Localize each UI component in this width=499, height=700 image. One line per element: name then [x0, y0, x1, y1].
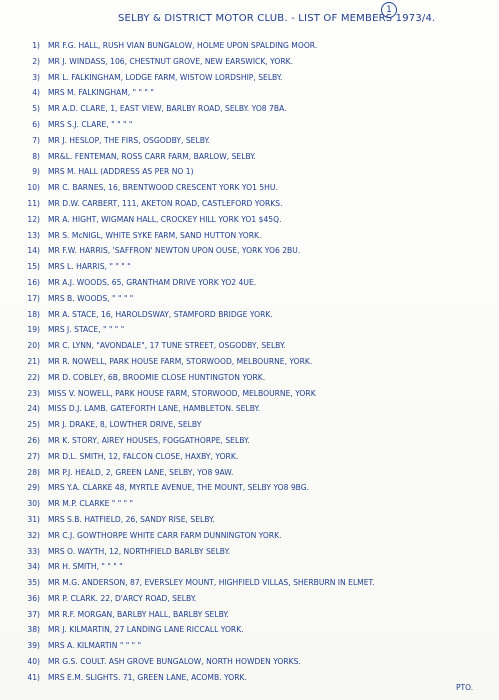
member-number: 15)	[27, 262, 40, 272]
list-item	[10, 449, 492, 465]
member-entry: MRS O. WAYTH, 12, NORTHFIELD BARLBY SELBY.	[48, 546, 231, 556]
member-number: 34)	[27, 562, 40, 572]
member-number: 16)	[27, 277, 40, 287]
list-item	[10, 433, 492, 449]
member-entry: MR C. BARNES, 16, BRENTWOOD CRESCENT YORK YO1 5HU.	[48, 183, 278, 193]
member-list	[10, 38, 492, 686]
list-item	[10, 149, 492, 165]
member-entry: MRS E.M. SLIGHTS. 71, GREEN LANE, ACOMB. YORK.	[48, 672, 247, 682]
member-number: 33)	[27, 546, 40, 556]
list-item	[10, 401, 492, 417]
list-item	[10, 228, 492, 244]
member-entry: MRS J. STACE, " " " "	[48, 325, 125, 335]
member-number: 17)	[27, 293, 40, 303]
list-item	[10, 54, 492, 70]
member-number: 4)	[32, 88, 40, 98]
member-entry: MR A. STACE, 16, HAROLDSWAY, STAMFORD BRIDGE YORK.	[48, 309, 273, 319]
member-number: 26)	[27, 435, 40, 445]
member-number: 10)	[27, 183, 40, 193]
list-item	[10, 307, 492, 323]
list-item	[10, 496, 492, 512]
member-entry: MR A.D. CLARE, 1, EAST VIEW, BARLBY ROAD, SELBY. YO8 7BA.	[48, 104, 287, 114]
list-item	[10, 575, 492, 591]
member-number: 8)	[32, 151, 40, 161]
member-number: 29)	[27, 483, 40, 493]
member-number: 6)	[32, 119, 40, 129]
page-number: 1	[381, 2, 397, 18]
member-number: 27)	[27, 451, 40, 461]
member-entry: MR&L. FENTEMAN, ROSS CARR FARM, BARLOW, SELBY.	[48, 151, 256, 161]
member-number: 38)	[27, 625, 40, 635]
list-item	[10, 386, 492, 402]
member-number: 30)	[27, 499, 40, 509]
pto-note: PTO.	[456, 683, 474, 692]
list-item	[10, 638, 492, 654]
member-entry: MRS S.B. HATFIELD, 26, SANDY RISE, SELBY.	[48, 514, 215, 524]
member-entry: MR R.F. MORGAN, BARLBY HALL, BARLBY SELBY.	[48, 609, 229, 619]
list-item	[10, 607, 492, 623]
member-number: 1)	[32, 41, 40, 50]
member-number: 9)	[32, 167, 40, 177]
list-item	[10, 370, 492, 386]
member-number: 25)	[27, 420, 40, 430]
member-entry: MR K. STORY, AIREY HOUSES, FOGGATHORPE, SELBY.	[48, 435, 250, 445]
member-number: 31)	[27, 514, 40, 524]
list-item	[10, 591, 492, 607]
list-item	[10, 180, 492, 196]
member-entry: MR M.P. CLARKE " " " "	[48, 499, 134, 509]
list-item	[10, 338, 492, 354]
member-entry: MISS V. NOWELL, PARK HOUSE FARM, STORWOOD, MELBOURNE, YORK	[48, 388, 316, 398]
member-entry: MRS M. FALKINGHAM, " " " "	[48, 88, 154, 98]
list-item	[10, 670, 492, 686]
member-number: 32)	[27, 530, 40, 540]
member-entry: MR C.J. GOWTHORPE WHITE CARR FARM DUNNINGTON YORK.	[48, 530, 282, 540]
list-item	[10, 465, 492, 481]
member-entry: MR D.W. CARBERT, 111, AKETON ROAD, CASTLEFORD YORKS.	[48, 198, 283, 208]
list-item	[10, 654, 492, 670]
list-item	[10, 417, 492, 433]
list-item	[10, 544, 492, 560]
member-entry: MR D.L. SMITH, 12, FALCON CLOSE, HAXBY, YORK.	[48, 451, 239, 461]
member-number: 2)	[32, 56, 40, 66]
member-entry: MRS Y.A. CLARKE 48, MYRTLE AVENUE, THE MOUNT, SELBY YO8 9BG.	[48, 483, 310, 493]
member-entry: MR S. McNIGL, WHITE SYKE FARM, SAND HUTTON YORK.	[48, 230, 262, 240]
member-number: 12)	[27, 214, 40, 224]
member-entry: MR M.G. ANDERSON, 87, EVERSLEY MOUNT, HIGHFIELD VILLAS, SHERBURN IN ELMET.	[48, 578, 375, 588]
list-item	[10, 275, 492, 291]
member-number: 40)	[27, 657, 40, 667]
member-number: 3)	[32, 72, 40, 82]
list-item	[10, 117, 492, 133]
list-item	[10, 512, 492, 528]
member-number: 21)	[27, 356, 40, 366]
list-item	[10, 559, 492, 575]
member-number: 20)	[27, 341, 40, 351]
member-number: 28)	[27, 467, 40, 477]
list-item	[10, 101, 492, 117]
member-number: 23)	[27, 388, 40, 398]
list-item	[10, 259, 492, 275]
list-item	[10, 480, 492, 496]
member-number: 19)	[27, 325, 40, 335]
member-entry: MR R. NOWELL, PARK HOUSE FARM, STORWOOD, MELBOURNE, YORK.	[48, 356, 313, 366]
member-entry: MR A.J. WOODS, 65, GRANTHAM DRIVE YORK YO2 4UE.	[48, 277, 257, 287]
list-item	[10, 38, 492, 54]
list-item	[10, 70, 492, 86]
member-number: 39)	[27, 641, 40, 651]
member-number: 11)	[27, 198, 40, 208]
list-item	[10, 164, 492, 180]
list-item	[10, 354, 492, 370]
member-entry: MR H. SMITH, " " " "	[48, 562, 123, 572]
list-item	[10, 85, 492, 101]
member-entry: MR A. HIGHT, WIGMAN HALL, CROCKEY HILL YORK YO1 $45Q.	[48, 214, 282, 224]
member-number: 7)	[32, 135, 40, 145]
list-item	[10, 133, 492, 149]
member-number: 24)	[27, 404, 40, 414]
member-entry: MR P.J. HEALD, 2, GREEN LANE, SELBY, YO8 9AW.	[48, 467, 234, 477]
page-title: SELBY & DISTRICT MOTOR CLUB. - LIST OF MEMBERS 1973/4.	[118, 13, 436, 24]
member-entry: MR F.W. HARRIS, 'SAFFRON' NEWTON UPON OUSE, YORK YO6 2BU.	[48, 246, 301, 256]
list-item	[10, 622, 492, 638]
list-item	[10, 291, 492, 307]
member-entry: MR J. HESLOP, THE FIRS, OSGODBY, SELBY.	[48, 135, 210, 145]
member-entry: MRS M. HALL (ADDRESS AS PER NO 1)	[48, 167, 194, 177]
member-entry: MRS A. KILMARTIN " " " "	[48, 641, 142, 651]
member-entry: MRS B. WOODS, " " " "	[48, 293, 134, 303]
member-entry: MR F.G. HALL, RUSH VIAN BUNGALOW, HOLME UPON SPALDING MOOR.	[48, 41, 318, 50]
member-number: 35)	[27, 578, 40, 588]
member-entry: MR J. DRAKE, 8, LOWTHER DRIVE, SELBY	[48, 420, 202, 430]
member-entry: MR G.S. COULT. ASH GROVE BUNGALOW, NORTH HOWDEN YORKS.	[48, 657, 301, 667]
member-entry: MRS S.J. CLARE, " " " "	[48, 119, 133, 129]
member-number: 37)	[27, 609, 40, 619]
member-entry: MISS D.J. LAMB. GATEFORTH LANE, HAMBLETON. SELBY.	[48, 404, 260, 414]
list-item	[10, 196, 492, 212]
member-number: 18)	[27, 309, 40, 319]
member-entry: MR C. LYNN, "AVONDALE", 17 TUNE STREET, OSGODBY, SELBY.	[48, 341, 286, 351]
member-number: 41)	[27, 672, 40, 682]
list-item	[10, 243, 492, 259]
member-entry: MR D. COBLEY, 6B, BROOMIE CLOSE HUNTINGTON YORK.	[48, 372, 266, 382]
member-number: 13)	[27, 230, 40, 240]
member-number: 5)	[32, 104, 40, 114]
member-entry: MR J. WINDASS, 106, CHESTNUT GROVE, NEW EARSWICK, YORK.	[48, 56, 294, 66]
member-number: 14)	[27, 246, 40, 256]
member-entry: MR J. KILMARTIN, 27 LANDING LANE RICCALL YORK.	[48, 625, 244, 635]
list-item	[10, 528, 492, 544]
list-item	[10, 322, 492, 338]
list-item	[10, 212, 492, 228]
member-entry: MR L. FALKINGHAM, LODGE FARM, WISTOW LORDSHIP, SELBY.	[48, 72, 283, 82]
member-number: 22)	[27, 372, 40, 382]
member-entry: MRS L. HARRIS, " " " "	[48, 262, 131, 272]
member-number: 36)	[27, 593, 40, 603]
member-entry: MR P. CLARK. 22, D'ARCY ROAD, SELBY.	[48, 593, 197, 603]
